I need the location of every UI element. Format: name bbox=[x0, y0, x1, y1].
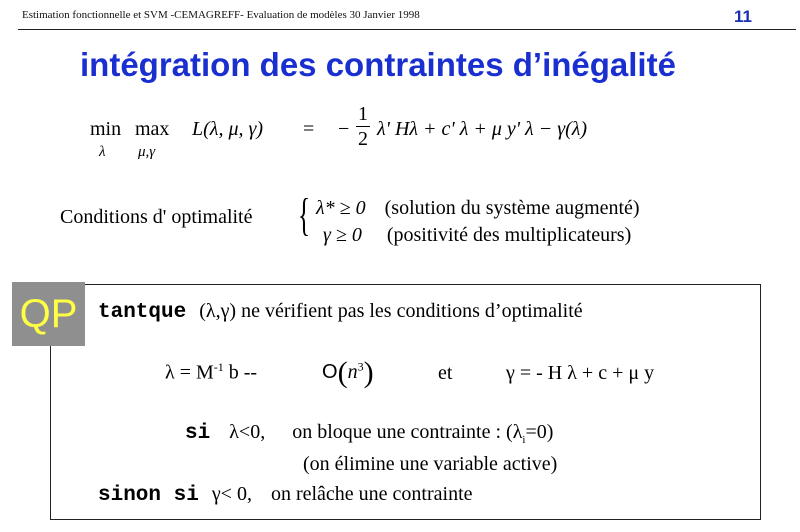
condition-gamma-expr: γ ≥ 0 bbox=[323, 224, 362, 246]
while-condition: (λ,γ) ne vérifient pas les conditions d’optimalité bbox=[199, 300, 583, 322]
index-subscript: i bbox=[522, 434, 526, 446]
condition-lambda bbox=[316, 197, 640, 220]
complexity-expression: $O(n^3)$ bbox=[322, 356, 374, 389]
if-line bbox=[185, 421, 553, 446]
complexity-exponent: 3 bbox=[357, 359, 364, 374]
else-if-line bbox=[98, 483, 473, 507]
lambda-update-rhs: b -- bbox=[223, 361, 258, 384]
if-note: (on élimine une variable active) bbox=[303, 453, 558, 475]
slide-title: intégration des contraintes d’inégalité bbox=[80, 46, 676, 83]
header-text: Estimation fonctionnelle et SVM -CEMAGREFF- Evaluation de modèles 30 Janvier 1998 bbox=[22, 9, 420, 21]
min-subscript: λ bbox=[99, 144, 106, 160]
gamma-update: γ = - H λ + c + μ y bbox=[506, 362, 655, 384]
min-operator: min bbox=[90, 118, 122, 140]
while-keyword: tantque bbox=[98, 301, 187, 324]
condition-gamma-note: (positivité des multiplicateurs) bbox=[386, 224, 632, 246]
if-keyword: si bbox=[185, 422, 211, 445]
big-o: O bbox=[322, 361, 338, 383]
equals-sign: = bbox=[303, 118, 315, 140]
condition-gamma bbox=[323, 224, 631, 247]
qp-badge: QP bbox=[12, 282, 85, 346]
complexity-n: n bbox=[347, 361, 358, 383]
fraction-numerator: 1 bbox=[358, 103, 368, 125]
page-number: 11 bbox=[734, 7, 752, 26]
max-subscript: μ,γ bbox=[138, 144, 156, 160]
while-line bbox=[98, 300, 583, 324]
fraction-denominator: 2 bbox=[358, 128, 368, 150]
lambda-update bbox=[165, 360, 257, 385]
lagrangian-lhs: L(λ, μ, γ) bbox=[192, 118, 264, 140]
if-condition: λ<0, bbox=[229, 421, 266, 443]
half-fraction bbox=[353, 102, 373, 151]
else-if-condition: γ< 0, bbox=[211, 483, 252, 505]
lambda-update-lhs: λ = M bbox=[165, 361, 214, 384]
max-operator: max bbox=[135, 118, 170, 140]
else-if-action: on relâche une contrainte bbox=[270, 483, 473, 505]
condition-lambda-expr: λ* ≥ 0 bbox=[316, 197, 366, 219]
else-if-keyword: sinon si bbox=[98, 484, 199, 507]
inverse-exponent: -1 bbox=[213, 360, 224, 374]
header-divider bbox=[18, 29, 796, 30]
minus-sign: − bbox=[338, 118, 350, 140]
et-connector: et bbox=[438, 362, 453, 384]
left-brace: { bbox=[298, 189, 311, 240]
condition-lambda-note: (solution du système augmenté) bbox=[384, 197, 640, 219]
lagrangian-rhs: λ' Hλ + c' λ + μ y' λ − γ(λ) bbox=[377, 118, 588, 140]
optimality-label: Conditions d' optimalité bbox=[60, 206, 253, 228]
if-action: on bloque une contrainte : $(\lambda_i=0)$ bbox=[292, 421, 554, 446]
